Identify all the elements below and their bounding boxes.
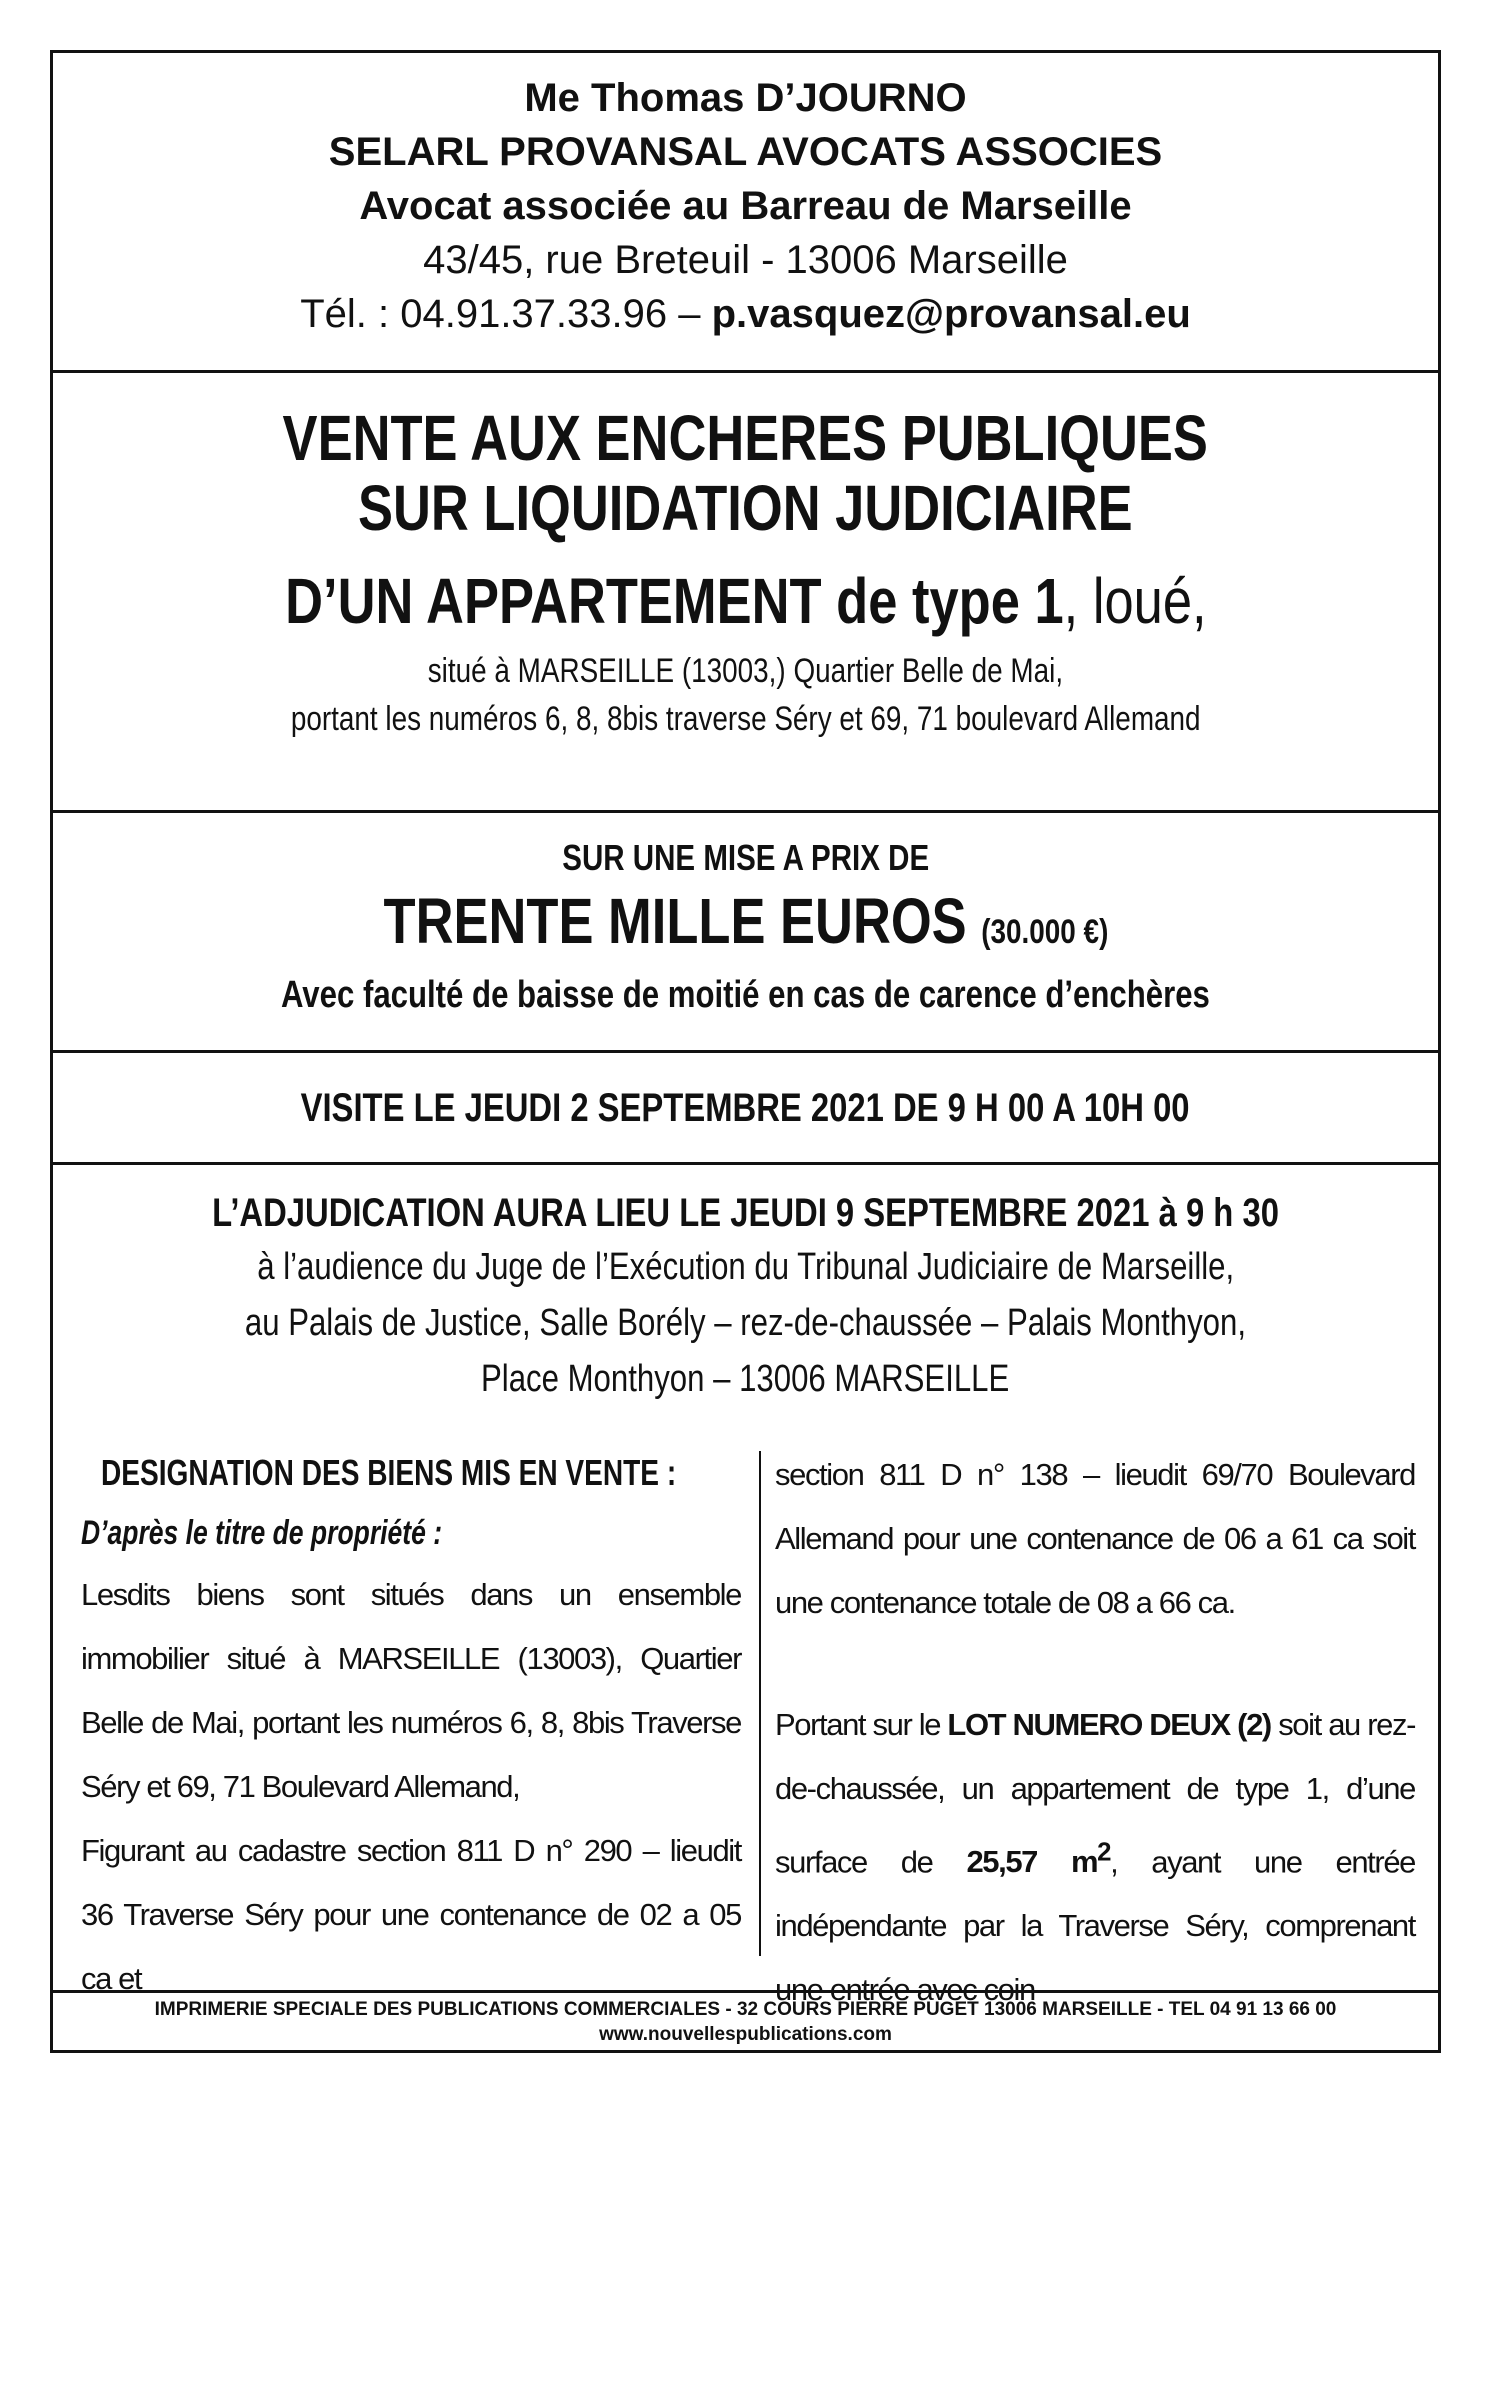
price-label: SUR UNE MISE A PRIX DE	[562, 837, 929, 878]
adjudication-line-2: au Palais de Justice, Salle Borély – rez-de-chaussée – Palais Monthyon,	[244, 1302, 1247, 1344]
firm-name: SELARL PROVANSAL AVOCATS ASSOCIES	[328, 130, 1163, 174]
adjudication-line-3: Place Monthyon – 13006 MARSEILLE	[481, 1358, 1010, 1400]
property-type	[285, 565, 1207, 637]
property-location-1: situé à MARSEILLE (13003,) Quartier Belle de Mai,	[427, 652, 1064, 690]
email-link[interactable]: p.vasquez@provansal.eu	[711, 292, 1191, 336]
firm-address: 43/45, rue Breteuil - 13006 Marseille	[423, 238, 1068, 282]
phone: Tél. : 04.91.37.33.96 –	[300, 292, 701, 336]
lot-area-unit-sup: 2	[1097, 1839, 1111, 1867]
lawyer-header	[53, 53, 1438, 373]
designation-heading: DESIGNATION DES BIENS MIS EN VENTE :	[101, 1452, 677, 1493]
sale-title-1: VENTE AUX ENCHERES PUBLIQUES	[282, 402, 1209, 474]
designation-left-text-2: Figurant au cadastre section 811 D n° 290 – lieudit 36 Traverse Séry pour une contenance de 02 a 05 ca et	[81, 1833, 741, 1996]
property-type-rest: , loué,	[1063, 565, 1207, 637]
printer-address: IMPRIMERIE SPECIALE DES PUBLICATIONS COMMERCIALES - 32 COURS PIERRE PUGET 13006 MARSEILLE - TEL 04 91 13 66 00	[154, 1999, 1337, 2020]
contact-line	[53, 287, 1438, 341]
notice-frame	[50, 50, 1441, 2053]
designation-right-text-2	[775, 1693, 1415, 2022]
lot-text-b: soit au rez-de-chaussée, un appartement de type 1, d’une surface de	[775, 1707, 1416, 1880]
designation-subheading: D’après le titre de propriété :	[81, 1514, 443, 1552]
visit-date: VISITE LE JEUDI 2 SEPTEMBRE 2021 DE 9 H 00 A 10H 00	[301, 1086, 1190, 1130]
adjudication-title: L’ADJUDICATION AURA LIEU LE JEUDI 9 SEPTEMBRE 2021 à 9 h 30	[212, 1191, 1279, 1235]
designation-left-column	[81, 1443, 741, 2011]
lot-area	[966, 1839, 1111, 1880]
designation-columns	[53, 1443, 1438, 2008]
sale-section	[53, 373, 1438, 813]
designation-right-text-1: section 811 D n° 138 – lieudit 69/70 Boulevard Allemand pour une contenance de 06 a 61 ca soit une contenance totale de 08 a 66 ca.	[775, 1457, 1415, 1620]
lot-area-value: 25,57 m	[966, 1844, 1098, 1880]
lot-number: LOT NUMERO DEUX (2)	[947, 1707, 1271, 1742]
lot-text-a: Portant sur le	[775, 1707, 948, 1742]
printer-website[interactable]: www.nouvellespublications.com	[599, 2024, 892, 2045]
price-amount-figure: (30.000 €)	[980, 913, 1108, 951]
designation-left-text: Lesdits biens sont situés dans un ensemble immobilier situé à MARSEILLE (13003), Quartier Belle de Mai, portant les numéros 6, 8, 8bis Traverse Séry et 69, 71 Boulevard Allemand,	[81, 1577, 741, 1804]
column-divider	[759, 1451, 761, 1956]
price-section	[53, 813, 1438, 1053]
bar-association: Avocat associée au Barreau de Marseille	[359, 184, 1132, 228]
adjudication-line-1: à l’audience du Juge de l’Exécution du Tribunal Judiciaire de Marseille,	[257, 1246, 1234, 1288]
price-amount	[383, 881, 1108, 972]
price-note: Avec faculté de baisse de moitié en cas de carence d’enchères	[281, 974, 1210, 1016]
designation-right-column	[775, 1443, 1415, 2022]
property-type-bold: D’UN APPARTEMENT de type 1	[284, 565, 1064, 637]
printer-footer	[53, 1990, 1438, 2050]
property-location-2: portant les numéros 6, 8, 8bis traverse Séry et 69, 71 boulevard Allemand	[290, 700, 1201, 738]
price-amount-words: TRENTE MILLE EUROS	[383, 885, 967, 957]
visit-section	[53, 1053, 1438, 1165]
lawyer-name: Me Thomas D’JOURNO	[524, 76, 967, 120]
lot-text-c: , ayant une entrée indépendante par la Traverse Séry, comprenant une entrée avec coin	[775, 1844, 1415, 2008]
sale-title-2: SUR LIQUIDATION JUDICIAIRE	[358, 472, 1133, 544]
